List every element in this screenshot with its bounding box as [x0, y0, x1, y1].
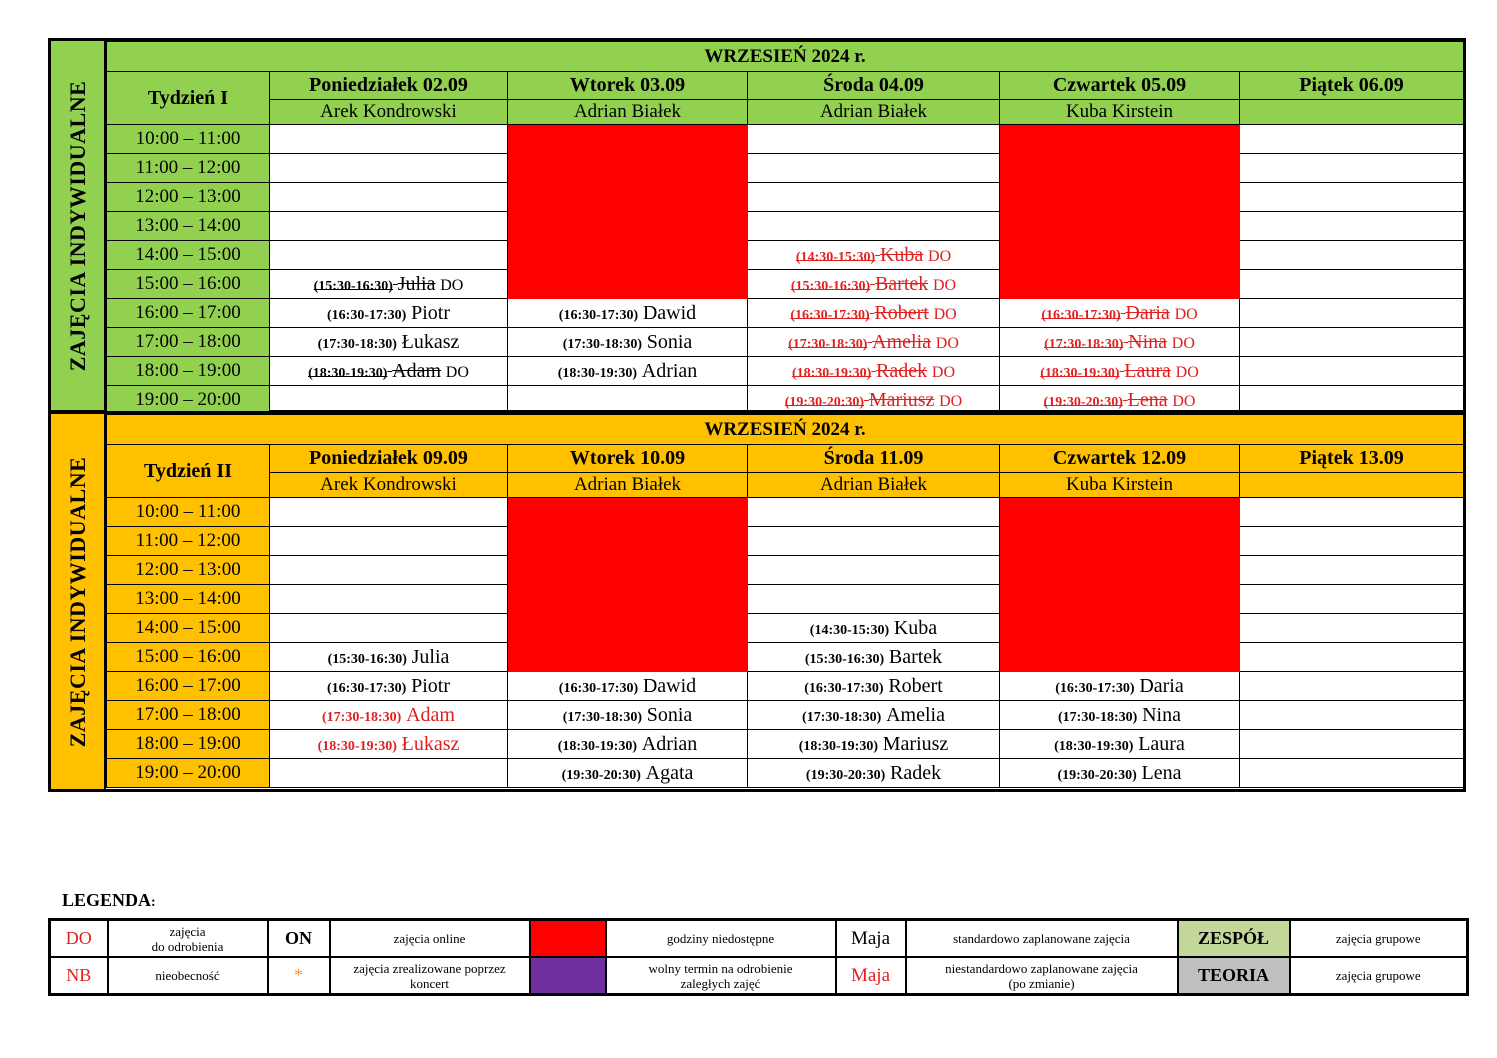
teacher-name: Arek Kondrowski [270, 473, 508, 498]
unavailable-slot [1000, 125, 1240, 154]
time-slot: 18:00 – 19:00 [107, 357, 270, 386]
lesson-cell [270, 270, 508, 299]
empty-slot [270, 125, 508, 154]
legend-maja-red-desc: niestandardowo zaplanowane zajęcia (po zmianie) [906, 957, 1178, 995]
empty-slot [1240, 357, 1464, 386]
legend-teoria-desc: zajęcia grupowe [1290, 957, 1468, 995]
student-name: Julia [397, 272, 436, 295]
do-marker: DO [1172, 392, 1196, 410]
lesson-cell [1000, 701, 1240, 730]
time-slot: 17:00 – 18:00 [107, 701, 270, 730]
student-name: Łukasz [401, 330, 460, 353]
empty-slot [270, 212, 508, 241]
empty-slot [748, 498, 1000, 527]
lesson-time: (15:30-16:30) [804, 651, 885, 667]
lesson-time: (19:30-20:30) [561, 767, 641, 783]
student-name: Laura [1138, 732, 1185, 755]
empty-slot [270, 556, 508, 585]
schedule-table [106, 41, 1464, 415]
unavailable-slot [508, 125, 748, 154]
time-slot: 19:00 – 20:00 [107, 759, 270, 788]
student-name: Robert [874, 301, 929, 324]
lesson-time: (17:30-18:30) [562, 336, 642, 352]
day-header: Poniedziałek 02.09 [270, 72, 508, 100]
lesson-time: (15:30-16:30) [327, 651, 407, 667]
student-name: Kuba [893, 616, 938, 639]
student-name: Adrian [641, 732, 698, 755]
month-header: WRZESIEŃ 2024 r. [107, 42, 1464, 72]
lesson-cell [270, 672, 508, 701]
lesson-time: (18:30-19:30) [557, 738, 637, 754]
do-marker: DO [939, 392, 963, 410]
lesson-time: (19:30-20:30) [1043, 394, 1123, 410]
lesson-time: (17:30-18:30) [562, 709, 642, 725]
lesson-cell [1000, 357, 1240, 386]
unavailable-slot [1000, 154, 1240, 183]
lesson-time: (15:30-16:30) [313, 278, 393, 294]
time-slot: 14:00 – 15:00 [107, 614, 270, 643]
student-name: Lena [1141, 761, 1182, 784]
legend-maja-desc: standardowo zaplanowane zajęcia [906, 920, 1178, 958]
lesson-cell [270, 299, 508, 328]
lesson-time: (17:30-18:30) [802, 709, 882, 725]
empty-slot [748, 154, 1000, 183]
student-name: Bartek [874, 272, 929, 295]
student-name: Radek [876, 359, 928, 382]
week-label: Tydzień I [107, 72, 270, 125]
day-header: Czwartek 05.09 [1000, 72, 1240, 100]
student-name: Dawid [642, 674, 697, 697]
time-slot: 11:00 – 12:00 [107, 527, 270, 556]
student-name: Łukasz [401, 732, 460, 755]
lesson-cell [508, 730, 748, 759]
time-slot: 19:00 – 20:00 [107, 386, 270, 415]
empty-slot [1240, 527, 1464, 556]
empty-slot [270, 241, 508, 270]
do-marker: DO [1171, 334, 1195, 352]
legend-on-desc: zajęcia online [330, 920, 530, 958]
lesson-cell [1000, 328, 1240, 357]
empty-slot [748, 527, 1000, 556]
lesson-time: (18:30-19:30) [317, 738, 397, 754]
student-name: Daria [1125, 301, 1170, 324]
lesson-time: (19:30-20:30) [805, 767, 886, 783]
legend-star-key: * [268, 957, 330, 995]
lesson-time: (17:30-18:30) [1058, 709, 1138, 725]
legend-do-key: DO [50, 920, 108, 958]
lesson-time: (14:30-15:30) [809, 622, 890, 638]
lesson-cell [270, 730, 508, 759]
lesson-time: (16:30-17:30) [804, 680, 884, 696]
lesson-cell [1000, 730, 1240, 759]
unavailable-slot [1000, 212, 1240, 241]
unavailable-slot [1000, 183, 1240, 212]
student-name: Radek [889, 761, 942, 784]
lesson-time: (17:30-18:30) [788, 336, 868, 352]
lesson-cell [508, 357, 748, 386]
empty-slot [1240, 154, 1464, 183]
unavailable-slot [508, 154, 748, 183]
legend-star-desc: zajęcia zrealizowane poprzez koncert [330, 957, 530, 995]
legend-zespol-key: ZESPÓŁ [1178, 920, 1290, 958]
empty-slot [1240, 299, 1464, 328]
lesson-cell [508, 701, 748, 730]
do-marker: DO [1174, 305, 1198, 323]
legend-nb-key: NB [50, 957, 108, 995]
legend-red-desc: godziny niedostępne [606, 920, 836, 958]
time-slot: 17:00 – 18:00 [107, 328, 270, 357]
lesson-cell [508, 672, 748, 701]
empty-slot [1240, 498, 1464, 527]
student-name: Bartek [888, 645, 943, 668]
student-name: Julia [411, 645, 450, 668]
legend-on-key: ON [268, 920, 330, 958]
time-slot: 14:00 – 15:00 [107, 241, 270, 270]
empty-slot [1240, 643, 1464, 672]
lesson-cell [270, 701, 508, 730]
lesson-cell [748, 614, 1000, 643]
time-slot: 13:00 – 14:00 [107, 585, 270, 614]
unavailable-slot [1000, 556, 1240, 585]
side-label [51, 414, 106, 789]
side-label [51, 41, 106, 410]
empty-slot [1240, 241, 1464, 270]
student-name: Sonia [646, 703, 693, 726]
empty-slot [1240, 701, 1464, 730]
day-header: Wtorek 03.09 [508, 72, 748, 100]
teacher-name: Adrian Białek [508, 473, 748, 498]
lesson-time: (16:30-17:30) [1055, 680, 1135, 696]
lesson-time: (16:30-17:30) [327, 680, 407, 696]
side-label-text: ZAJĘCIA INDYWIDUALNE [64, 80, 90, 371]
empty-slot [1240, 585, 1464, 614]
empty-slot [1240, 556, 1464, 585]
student-name: Mariusz [868, 388, 935, 411]
lesson-cell [1000, 759, 1240, 788]
do-marker: DO [445, 363, 469, 381]
student-name: Nina [1142, 703, 1181, 726]
schedule-week-1 [48, 38, 1466, 413]
lesson-cell [748, 270, 1000, 299]
day-header: Środa 11.09 [748, 445, 1000, 473]
do-marker: DO [933, 276, 957, 294]
lesson-time: (18:30-19:30) [791, 365, 872, 381]
student-name: Lena [1127, 388, 1168, 411]
lesson-time: (16:30-17:30) [558, 680, 639, 696]
empty-slot [270, 585, 508, 614]
legend-maja-key: Maja [836, 920, 906, 958]
time-slot: 16:00 – 17:00 [107, 672, 270, 701]
empty-slot [270, 154, 508, 183]
week-label: Tydzień II [107, 445, 270, 498]
student-name: Dawid [642, 301, 697, 324]
lesson-time: (19:30-20:30) [784, 394, 865, 410]
student-name: Sonia [646, 330, 693, 353]
teacher-name [1240, 473, 1464, 498]
time-slot: 15:00 – 16:00 [107, 270, 270, 299]
time-slot: 18:00 – 19:00 [107, 730, 270, 759]
unavailable-slot [508, 241, 748, 270]
do-marker: DO [1175, 363, 1199, 381]
lesson-time: (18:30-19:30) [798, 738, 878, 754]
teacher-name: Kuba Kirstein [1000, 100, 1240, 125]
lesson-time: (17:30-18:30) [1044, 336, 1124, 352]
student-name: Nina [1128, 330, 1168, 353]
unavailable-slot [1000, 614, 1240, 643]
student-name: Amelia [886, 703, 945, 726]
do-marker: DO [928, 247, 952, 265]
student-name: Piotr [411, 301, 450, 324]
unavailable-slot [508, 585, 748, 614]
legend-red-swatch [530, 920, 606, 958]
teacher-name: Arek Kondrowski [270, 100, 508, 125]
lesson-cell [1000, 299, 1240, 328]
unavailable-slot [508, 643, 748, 672]
legend-nb-desc: nieobecność [108, 957, 268, 995]
unavailable-slot [508, 498, 748, 527]
schedule-week-2 [48, 411, 1466, 792]
legend-zespol-desc: zajęcia grupowe [1290, 920, 1468, 958]
empty-slot [1240, 759, 1464, 788]
unavailable-slot [1000, 241, 1240, 270]
student-name: Agata [645, 761, 694, 784]
lesson-cell [748, 299, 1000, 328]
teacher-name: Adrian Białek [748, 473, 1000, 498]
empty-slot [748, 585, 1000, 614]
teacher-name: Kuba Kirstein [1000, 473, 1240, 498]
unavailable-slot [508, 527, 748, 556]
lesson-time: (17:30-18:30) [322, 709, 402, 725]
legend-maja-red-key: Maja [836, 957, 906, 995]
lesson-time: (16:30-17:30) [1041, 307, 1121, 323]
empty-slot [748, 183, 1000, 212]
student-name: Adam [406, 703, 455, 726]
student-name: Amelia [872, 330, 932, 353]
empty-slot [1240, 183, 1464, 212]
unavailable-slot [1000, 643, 1240, 672]
time-slot: 12:00 – 13:00 [107, 556, 270, 585]
empty-slot [748, 556, 1000, 585]
legend-purple-swatch [530, 957, 606, 995]
lesson-time: (18:30-19:30) [557, 365, 637, 381]
lesson-cell [508, 299, 748, 328]
lesson-cell [1000, 672, 1240, 701]
schedule-table [106, 414, 1464, 788]
do-marker: DO [935, 334, 959, 352]
empty-slot [1240, 270, 1464, 299]
lesson-time: (15:30-16:30) [790, 278, 871, 294]
time-slot: 10:00 – 11:00 [107, 125, 270, 154]
unavailable-slot [508, 183, 748, 212]
time-slot: 11:00 – 12:00 [107, 154, 270, 183]
day-header: Piątek 06.09 [1240, 72, 1464, 100]
unavailable-slot [508, 270, 748, 299]
lesson-cell [748, 730, 1000, 759]
empty-slot [1240, 212, 1464, 241]
lesson-time: (19:30-20:30) [1057, 767, 1137, 783]
empty-slot [1240, 328, 1464, 357]
student-name: Mariusz [882, 732, 949, 755]
lesson-time: (18:30-19:30) [1040, 365, 1120, 381]
empty-slot [1240, 614, 1464, 643]
lesson-cell [270, 357, 508, 386]
lesson-time: (18:30-19:30) [1054, 738, 1134, 754]
unavailable-slot [508, 556, 748, 585]
unavailable-slot [508, 614, 748, 643]
lesson-cell [508, 328, 748, 357]
time-slot: 13:00 – 14:00 [107, 212, 270, 241]
legend-purple-desc: wolny termin na odrobienie zaległych zajęć [606, 957, 836, 995]
do-marker: DO [931, 363, 955, 381]
teacher-name [1240, 100, 1464, 125]
unavailable-slot [1000, 270, 1240, 299]
empty-slot [270, 759, 508, 788]
legend-teoria-key: TEORIA [1178, 957, 1290, 995]
student-name: Piotr [411, 674, 450, 697]
do-marker: DO [440, 276, 464, 294]
empty-slot [748, 125, 1000, 154]
student-name: Laura [1124, 359, 1171, 382]
lesson-time: (16:30-17:30) [790, 307, 870, 323]
day-header: Piątek 13.09 [1240, 445, 1464, 473]
empty-slot [270, 614, 508, 643]
lesson-cell [508, 759, 748, 788]
empty-slot [1240, 730, 1464, 759]
time-slot: 12:00 – 13:00 [107, 183, 270, 212]
day-header: Środa 04.09 [748, 72, 1000, 100]
do-marker: DO [933, 305, 957, 323]
lesson-cell [748, 643, 1000, 672]
month-header: WRZESIEŃ 2024 r. [107, 415, 1464, 445]
side-label-text: ZAJĘCIA INDYWIDUALNE [64, 456, 90, 747]
empty-slot [270, 527, 508, 556]
lesson-cell [748, 241, 1000, 270]
unavailable-slot [1000, 498, 1240, 527]
teacher-name: Adrian Białek [508, 100, 748, 125]
lesson-time: (17:30-18:30) [317, 336, 397, 352]
lesson-time: (16:30-17:30) [327, 307, 407, 323]
student-name: Robert [888, 674, 943, 697]
day-header: Poniedziałek 09.09 [270, 445, 508, 473]
time-slot: 16:00 – 17:00 [107, 299, 270, 328]
day-header: Czwartek 12.09 [1000, 445, 1240, 473]
time-slot: 10:00 – 11:00 [107, 498, 270, 527]
empty-slot [1240, 672, 1464, 701]
lesson-cell [748, 759, 1000, 788]
student-name: Adam [392, 359, 442, 382]
empty-slot [748, 212, 1000, 241]
lesson-time: (14:30-15:30) [795, 249, 876, 265]
time-slot: 15:00 – 16:00 [107, 643, 270, 672]
lesson-cell [748, 328, 1000, 357]
lesson-cell [270, 328, 508, 357]
student-name: Daria [1139, 674, 1184, 697]
teacher-name: Adrian Białek [748, 100, 1000, 125]
empty-slot [270, 183, 508, 212]
lesson-cell [748, 672, 1000, 701]
lesson-time: (16:30-17:30) [558, 307, 639, 323]
student-name: Adrian [641, 359, 698, 382]
legend-title: LEGENDA: [62, 890, 156, 910]
legend-do-desc: zajęcia do odrobienia [108, 920, 268, 958]
empty-slot [270, 498, 508, 527]
student-name: Kuba [879, 243, 924, 266]
lesson-time: (18:30-19:30) [308, 365, 388, 381]
unavailable-slot [1000, 527, 1240, 556]
lesson-cell [748, 357, 1000, 386]
legend-table [48, 918, 1469, 996]
lesson-cell [270, 643, 508, 672]
unavailable-slot [508, 212, 748, 241]
day-header: Wtorek 10.09 [508, 445, 748, 473]
empty-slot [1240, 125, 1464, 154]
unavailable-slot [1000, 585, 1240, 614]
lesson-cell [748, 701, 1000, 730]
